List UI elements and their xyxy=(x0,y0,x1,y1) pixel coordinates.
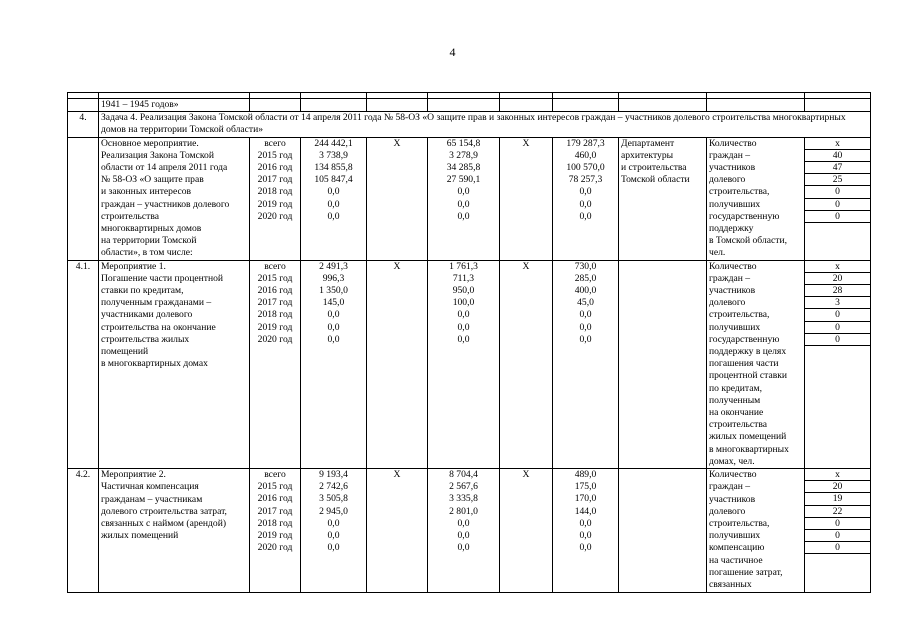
regional-amount: 0,0 xyxy=(457,186,470,198)
total-amount: 0,0 xyxy=(327,321,340,333)
indicator-value: х xyxy=(805,261,870,273)
activity-name: Мероприятие 1. Погашение части процентной ставки по кредитам, полученным гражданами – участниками долевого строительства на окончание строительства жилых помещений в многоквартирных домах xyxy=(99,260,250,468)
total-amount: 2 491,3 xyxy=(319,260,348,272)
total-amount: 0,0 xyxy=(327,517,340,529)
activity-row xyxy=(68,469,871,593)
responsible-executor xyxy=(619,260,707,468)
indicator-value: 40 xyxy=(805,150,870,162)
indicator-value: х xyxy=(805,469,870,481)
local-amount xyxy=(502,493,550,505)
regional-amount: 1 761,3 xyxy=(449,260,478,272)
regional-amount-column xyxy=(428,260,500,468)
local-amount: Х xyxy=(522,137,530,149)
federal-amount xyxy=(369,174,425,186)
indicator-value: 3 xyxy=(805,297,870,309)
indicator-value: 47 xyxy=(805,162,870,174)
indicator-value: 0 xyxy=(805,309,870,321)
regional-amount: 711,3 xyxy=(452,272,475,284)
regional-amount-column xyxy=(428,469,500,593)
total-amount: 0,0 xyxy=(327,309,340,321)
total-amount: 1 350,0 xyxy=(319,285,348,297)
federal-amount-column xyxy=(367,137,428,260)
indicator-value: 0 xyxy=(805,186,870,198)
responsible-executor xyxy=(619,469,707,593)
year-cell: всего xyxy=(264,137,286,149)
federal-amount xyxy=(369,162,425,174)
regional-amount: 2 567,6 xyxy=(449,481,478,493)
federal-amount xyxy=(369,309,425,321)
local-amount xyxy=(502,481,550,493)
federal-amount xyxy=(369,530,425,542)
year-cell: 2020 год xyxy=(257,333,293,345)
task-row xyxy=(68,112,871,137)
other-amount: 45,0 xyxy=(577,297,594,309)
local-amount xyxy=(502,199,550,211)
indicator-text: Количество граждан – участников долевого строительства, получивших компенсацию на частичное погашение затрат, связанных xyxy=(709,469,783,590)
federal-amount xyxy=(369,285,425,297)
other-amount: 0,0 xyxy=(579,321,592,333)
other-amount: 170,0 xyxy=(574,493,597,505)
federal-amount xyxy=(369,506,425,518)
other-amount: 175,0 xyxy=(574,481,597,493)
other-amount: 0,0 xyxy=(579,530,592,542)
year-cell: всего xyxy=(264,260,286,272)
indicator-value: 0 xyxy=(805,530,870,542)
activity-name: Мероприятие 2. Частичная компенсация гражданам – участникам долевого строительства затрат, связанных с наймом (арендой) жилых помещений xyxy=(99,469,250,593)
local-amount xyxy=(502,285,550,297)
total-amount: 105 847,4 xyxy=(314,174,353,186)
federal-amount: Х xyxy=(393,260,401,272)
regional-amount: 0,0 xyxy=(457,542,470,554)
local-amount xyxy=(502,334,550,346)
other-amount: 460,0 xyxy=(574,149,597,161)
local-amount-column xyxy=(500,469,553,593)
regional-amount: 3 278,9 xyxy=(449,149,478,161)
regional-amount: 0,0 xyxy=(457,321,470,333)
total-amount: 145,0 xyxy=(322,297,345,309)
other-amount-column xyxy=(553,469,619,593)
total-amount: 9 193,4 xyxy=(319,469,348,481)
indicator-name xyxy=(707,469,805,593)
federal-amount: Х xyxy=(393,137,401,149)
other-amount: 489,0 xyxy=(574,469,597,481)
year-cell: всего xyxy=(264,469,286,481)
local-amount xyxy=(502,273,550,285)
local-amount: Х xyxy=(522,469,530,481)
total-amount: 244 442,1 xyxy=(314,137,353,149)
other-amount: 0,0 xyxy=(579,309,592,321)
page-number: 4 xyxy=(449,45,456,59)
regional-amount: 0,0 xyxy=(457,530,470,542)
indicator-value: 0 xyxy=(805,211,870,223)
federal-amount: Х xyxy=(393,469,401,481)
total-amount: 2 742,6 xyxy=(319,481,348,493)
local-amount xyxy=(502,518,550,530)
year-cell: 2015 год xyxy=(257,272,293,284)
federal-amount xyxy=(369,334,425,346)
year-cell-column xyxy=(250,469,301,593)
local-amount xyxy=(502,162,550,174)
continuation-row xyxy=(68,99,871,112)
indicator-value: 0 xyxy=(805,334,870,346)
other-amount: 0,0 xyxy=(579,542,592,554)
year-cell: 2020 год xyxy=(257,542,293,554)
indicator-value: 19 xyxy=(805,493,870,505)
activity-number xyxy=(68,137,99,260)
year-cell: 2019 год xyxy=(257,198,293,210)
local-amount xyxy=(502,542,550,554)
total-amount-column xyxy=(301,260,367,468)
activity-row xyxy=(68,137,871,260)
other-amount: 730,0 xyxy=(574,260,597,272)
regional-amount-column xyxy=(428,137,500,260)
other-amount: 0,0 xyxy=(579,210,592,222)
regional-amount: 8 704,4 xyxy=(449,469,478,481)
other-amount: 285,0 xyxy=(574,272,597,284)
regional-amount: 65 154,8 xyxy=(446,137,481,149)
regional-amount: 0,0 xyxy=(457,309,470,321)
federal-amount-column xyxy=(367,469,428,593)
regional-amount: 34 285,8 xyxy=(446,161,481,173)
regional-amount: 100,0 xyxy=(452,297,475,309)
year-cell: 2018 год xyxy=(257,309,293,321)
indicator-value: 0 xyxy=(805,199,870,211)
year-cell: 2015 год xyxy=(257,481,293,493)
regional-amount: 27 590,1 xyxy=(446,174,481,186)
responsible-executor: Департамент архитектуры и строительства Томской области xyxy=(619,137,707,260)
regional-amount: 0,0 xyxy=(457,210,470,222)
task-title: Задача 4. Реализация Закона Томской области от 14 апреля 2011 года № 58-ОЗ «О защите прав и законных интересов граждан – участников долевого строительства многоквартирных домов на территории Томской области» xyxy=(99,112,871,137)
indicator-value: 0 xyxy=(805,322,870,334)
other-amount: 0,0 xyxy=(579,198,592,210)
regional-amount: 0,0 xyxy=(457,198,470,210)
total-amount: 134 855,8 xyxy=(314,161,353,173)
indicator-value: 20 xyxy=(805,273,870,285)
federal-amount xyxy=(369,199,425,211)
activity-number: 4.2. xyxy=(68,469,99,593)
indicator-values-column xyxy=(805,137,871,260)
year-cell: 2016 год xyxy=(257,493,293,505)
year-cell: 2015 год xyxy=(257,149,293,161)
total-amount-column xyxy=(301,137,367,260)
total-amount: 3 505,8 xyxy=(319,493,348,505)
local-amount xyxy=(502,211,550,223)
federal-amount xyxy=(369,150,425,162)
activity-row xyxy=(68,260,871,468)
total-amount: 0,0 xyxy=(327,542,340,554)
total-amount: 2 945,0 xyxy=(319,505,348,517)
regional-amount: 0,0 xyxy=(457,333,470,345)
total-amount: 0,0 xyxy=(327,333,340,345)
year-cell: 2017 год xyxy=(257,297,293,309)
year-cell: 2019 год xyxy=(257,530,293,542)
other-amount: 0,0 xyxy=(579,517,592,529)
federal-amount xyxy=(369,211,425,223)
indicator-value: 28 xyxy=(805,285,870,297)
federal-amount-column xyxy=(367,260,428,468)
other-amount-column xyxy=(553,260,619,468)
year-cell: 2017 год xyxy=(257,174,293,186)
regional-amount: 3 335,8 xyxy=(449,493,478,505)
year-cell-column xyxy=(250,137,301,260)
other-amount: 0,0 xyxy=(579,186,592,198)
indicator-name: Количество граждан – участников долевого строительства, получивших государственную поддержку в Томской области, чел. xyxy=(707,137,805,260)
other-amount: 179 287,3 xyxy=(566,137,605,149)
total-amount: 0,0 xyxy=(327,530,340,542)
local-amount xyxy=(502,506,550,518)
indicator-value: 0 xyxy=(805,518,870,530)
federal-amount xyxy=(369,542,425,554)
federal-amount xyxy=(369,186,425,198)
local-amount-column xyxy=(500,260,553,468)
other-amount: 78 257,3 xyxy=(568,174,603,186)
other-amount: 100 570,0 xyxy=(566,161,605,173)
year-cell: 2016 год xyxy=(257,161,293,173)
local-amount xyxy=(502,186,550,198)
federal-amount xyxy=(369,481,425,493)
indicator-name: Количество граждан – участников долевого строительства, получивших государственную поддержку в целях погашения части процентной ставки по кредитам, полученным на окончание строительства жилых помещений в многоквартирных домах, чел. xyxy=(707,260,805,468)
indicator-value: х xyxy=(805,138,870,150)
federal-amount xyxy=(369,493,425,505)
year-cell: 2020 год xyxy=(257,210,293,222)
year-cell: 2018 год xyxy=(257,517,293,529)
local-amount xyxy=(502,309,550,321)
indicator-value: 20 xyxy=(805,481,870,493)
previous-item-fragment: 1941 – 1945 годов» xyxy=(99,99,250,112)
local-amount-column xyxy=(500,137,553,260)
total-amount-column xyxy=(301,469,367,593)
other-amount: 0,0 xyxy=(579,333,592,345)
local-amount: Х xyxy=(522,260,530,272)
local-amount xyxy=(502,150,550,162)
local-amount xyxy=(502,174,550,186)
other-amount: 400,0 xyxy=(574,285,597,297)
year-cell: 2018 год xyxy=(257,186,293,198)
year-cell: 2019 год xyxy=(257,321,293,333)
local-amount xyxy=(502,530,550,542)
local-amount xyxy=(502,322,550,334)
federal-amount xyxy=(369,518,425,530)
year-cell: 2016 год xyxy=(257,285,293,297)
regional-amount: 0,0 xyxy=(457,517,470,529)
indicator-value: 25 xyxy=(805,174,870,186)
year-cell: 2017 год xyxy=(257,505,293,517)
other-amount-column xyxy=(553,137,619,260)
federal-amount xyxy=(369,322,425,334)
total-amount: 0,0 xyxy=(327,210,340,222)
total-amount: 0,0 xyxy=(327,186,340,198)
indicator-values-column xyxy=(805,260,871,468)
task-number: 4. xyxy=(68,112,99,137)
total-amount: 0,0 xyxy=(327,198,340,210)
local-amount xyxy=(502,297,550,309)
total-amount: 996,3 xyxy=(322,272,345,284)
other-amount: 144,0 xyxy=(574,505,597,517)
federal-amount xyxy=(369,297,425,309)
indicator-value: 0 xyxy=(805,542,870,554)
total-amount: 3 738,9 xyxy=(319,149,348,161)
activity-name: Основное мероприятие. Реализация Закона Томской области от 14 апреля 2011 года № 58-ОЗ «О защите прав и законных интересов граждан – участников долевого строительства многоквартирных домов на территории Томской области», в том числе: xyxy=(99,137,250,260)
indicator-values-column xyxy=(805,469,871,593)
indicator-value: 22 xyxy=(805,506,870,518)
federal-amount xyxy=(369,273,425,285)
program-activities-table xyxy=(67,92,871,593)
regional-amount: 2 801,0 xyxy=(449,505,478,517)
year-cell-column xyxy=(250,260,301,468)
activity-number: 4.1. xyxy=(68,260,99,468)
regional-amount: 950,0 xyxy=(452,285,475,297)
